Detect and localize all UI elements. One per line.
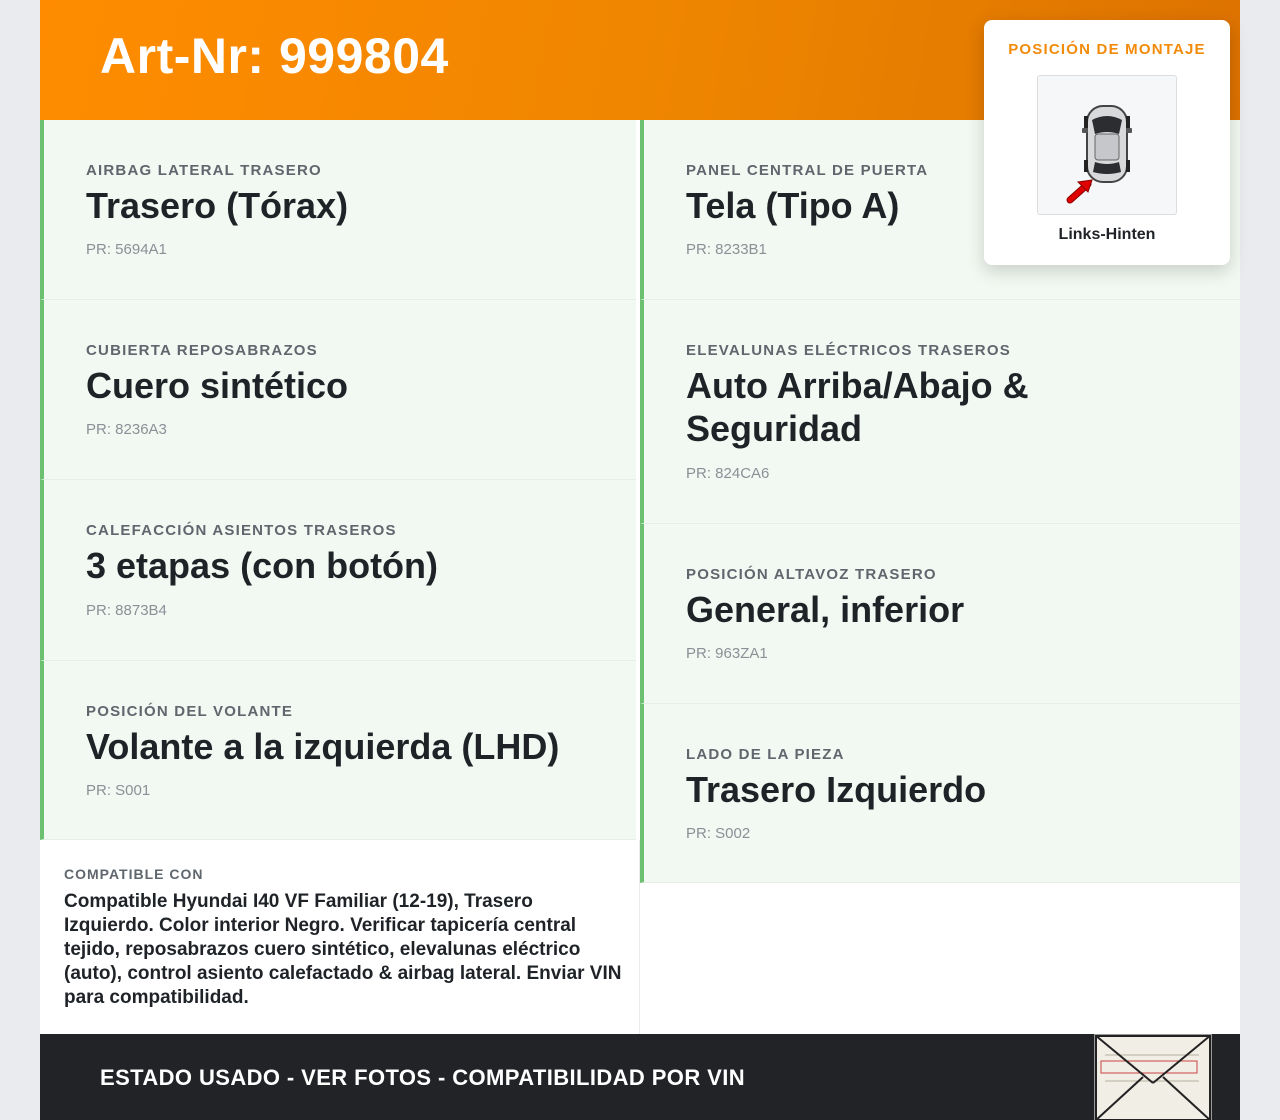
spec-cell-power-windows	[640, 300, 1240, 524]
spec-value: Volante a la izquierda (LHD)	[86, 726, 560, 767]
compatibility-label: COMPATIBLE CON	[64, 866, 204, 882]
spec-value: Trasero (Tórax)	[86, 185, 349, 226]
spec-label: CALEFACCIÓN ASIENTOS TRASEROS	[86, 522, 397, 539]
compatibility-text: Compatible Hyundai I40 VF Familiar (12-19), Trasero Izquierdo. Color interior Negro. Verificar tapicería central tejido, reposabrazos cuero sintético, elevalunas eléctrico (auto), control asiento calefactado & airbag lateral. Enviar VIN para compatibilidad.	[64, 891, 622, 1008]
red-arrow-icon	[1038, 76, 1176, 214]
spec-pr-code: PR: S001	[86, 782, 151, 799]
spec-cell-speaker	[640, 524, 1240, 704]
spec-label: CUBIERTA REPOSABRAZOS	[86, 342, 318, 359]
spec-value: Auto Arriba/Abajo & Seguridad	[686, 365, 1029, 449]
spec-cell-steering	[40, 661, 636, 840]
spec-cell-seat-heating	[40, 480, 636, 661]
spec-label: AIRBAG LATERAL TRASERO	[86, 162, 322, 179]
spec-value: General, inferior	[686, 589, 965, 630]
spec-pr-code: PR: 5694A1	[86, 241, 167, 258]
spec-pr-code: PR: S002	[686, 825, 751, 842]
spec-label: POSICIÓN DEL VOLANTE	[86, 703, 294, 720]
spec-pr-code: PR: 8873B4	[86, 602, 167, 619]
spec-value: 3 etapas (con botón)	[86, 545, 439, 586]
spec-label: PANEL CENTRAL DE PUERTA	[686, 162, 929, 179]
spec-pr-code: PR: 963ZA1	[686, 645, 768, 662]
spec-label: ELEVALUNAS ELÉCTRICOS TRASEROS	[686, 342, 1011, 359]
spec-value: Tela (Tipo A)	[686, 185, 900, 226]
footer-bar	[40, 1034, 1240, 1120]
spec-pr-code: PR: 8236A3	[86, 421, 167, 438]
article-number-title: Art-Nr: 999804	[100, 28, 449, 84]
spec-pr-code: PR: 8233B1	[686, 241, 767, 258]
mounting-position-title: POSICIÓN DE MONTAJE	[1008, 41, 1206, 58]
spec-value: Trasero Izquierdo	[686, 769, 987, 810]
spec-cell-armrest	[40, 300, 636, 480]
vin-document-envelope-icon	[1094, 1034, 1212, 1120]
spec-pr-code: PR: 824CA6	[686, 465, 770, 482]
spec-label: LADO DE LA PIEZA	[686, 746, 845, 763]
spec-cell-part-side	[640, 704, 1240, 883]
mounting-position-card	[984, 20, 1230, 265]
mounting-position-caption: Links-Hinten	[1058, 226, 1156, 243]
spec-label: POSICIÓN ALTAVOZ TRASERO	[686, 566, 937, 583]
compatibility-section	[40, 840, 640, 1034]
spec-value: Cuero sintético	[86, 365, 349, 406]
spec-cell-airbag	[40, 120, 636, 300]
car-top-view-icon	[1037, 75, 1177, 215]
footer-status-text: ESTADO USADO - VER FOTOS - COMPATIBILIDAD POR VIN	[100, 1065, 745, 1090]
